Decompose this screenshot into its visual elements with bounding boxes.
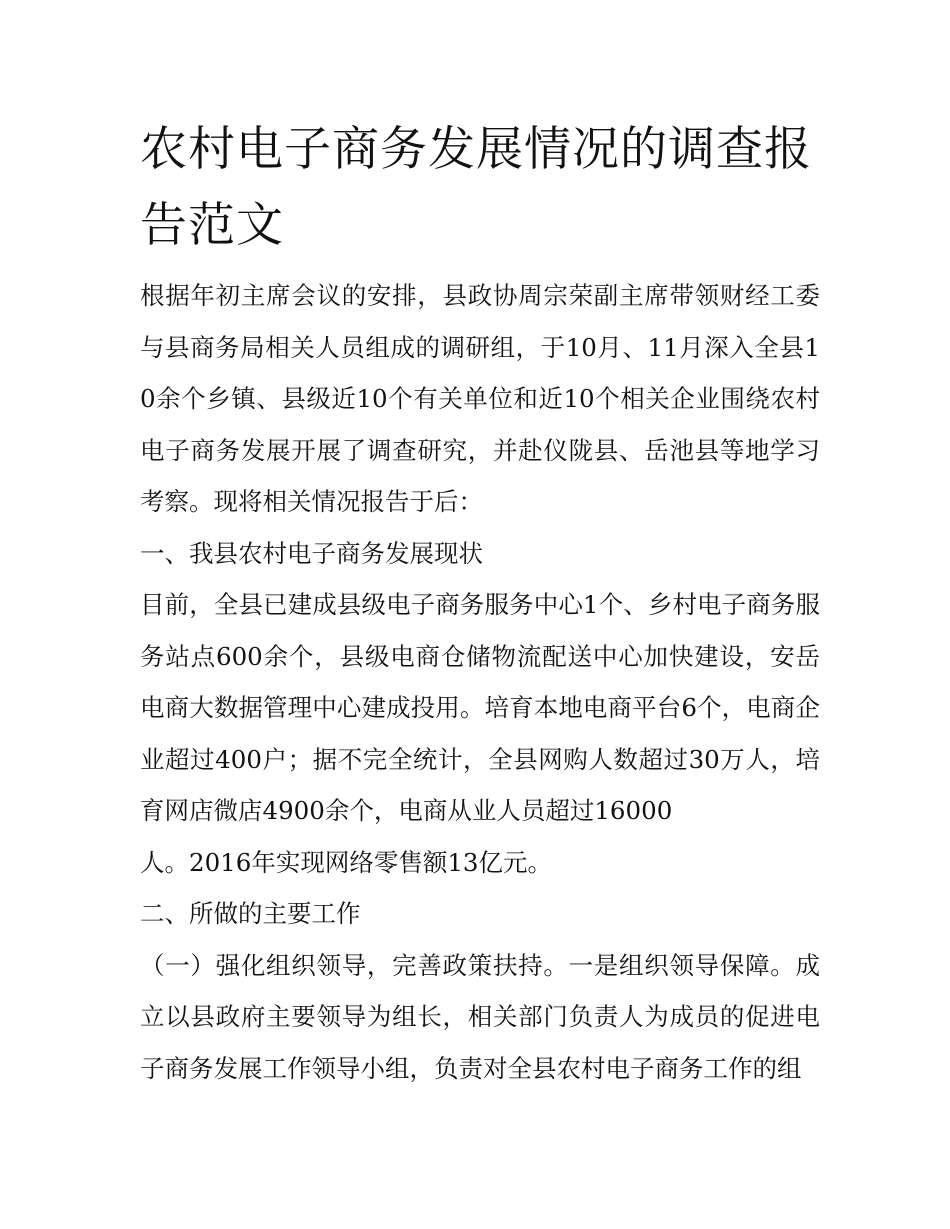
document-title: 农村电子商务发展情况的调查报告范文 [140, 122, 812, 253]
document-page [140, 112, 820, 1094]
section-1-paragraph-continued: 人。2016年实现网络零售额13亿元。 [140, 847, 553, 877]
section-1-paragraph: 目前，全县已建成县级电子商务服务中心1个、乡村电子商务服务站点600余个，县级电商仓储物流配送中心加快建设，安岳电商大数据管理中心建成投用。培育本地电商平台6个，电商企业超过400户；据不完全统计，全县网购人数超过30万人，培育网店微店4900余个，电商从业人员超过16000 [140, 590, 820, 825]
section-2-paragraph: （一）强化组织领导，完善政策扶持。一是组织领导保障。成立以县政府主要领导为组长，相关部门负责人为成员的促进电子商务发展工作领导小组，负责对全县农村电子商务工作的组 [140, 950, 820, 1083]
section-2-heading: 二、所做的主要工作 [140, 899, 361, 928]
intro-paragraph: 根据年初主席会议的安排，县政协周宗荣副主席带领财经工委与县商务局相关人员组成的调研组，于10月、11月深入全县10余个乡镇、县级近10个有关单位和近10个相关企业围绕农村电子商务发展开展了调查研究，并赴仪陇县、岳池县等地学习考察。现将相关情况报告于后： [140, 281, 820, 516]
section-1-heading: 一、我县农村电子商务发展现状 [140, 538, 483, 568]
